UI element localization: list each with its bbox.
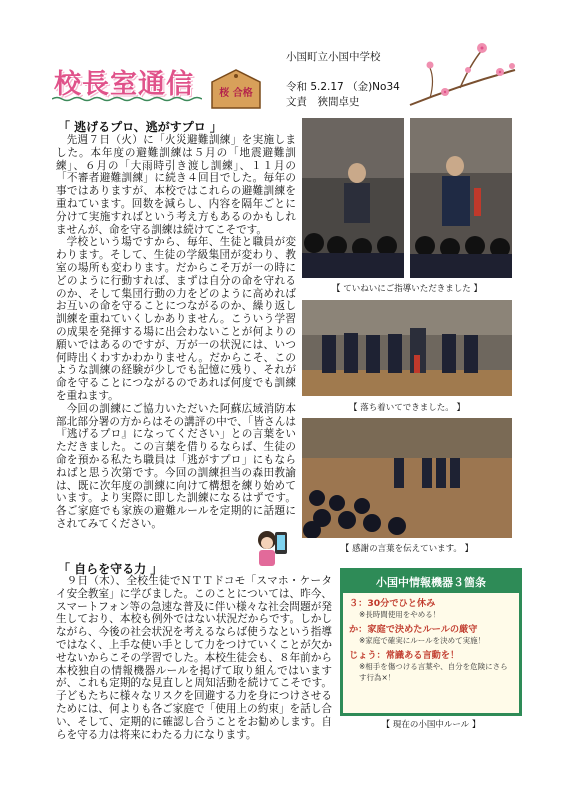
photo-students-lineup: [302, 300, 512, 396]
photo-firefighter-extinguisher: [410, 118, 512, 278]
poster-rule-head: か：家庭で決めたルールの厳守: [349, 624, 478, 635]
section2-body: [56, 575, 332, 741]
section2-paragraph: ９日（木）、全校生徒でＮＴＴドコモ「スマホ・ケータイ安全教室」に学びました。このことについては、昨今、スマートフォン等の急速な普及に伴い様々な社会問題が発生しており、本校も例外ではない状況だからです。しかしながら、今後の社会状況を考えるならば使うなという指導ではなく、上手な使い手として力をつけていくことが欠かせないからこその学習でした。本校生徒会も、８年前から本校独自の情報機器ルールを掲げて取り組んではいますが、これも定期的な見直しと周知活動を続けてこそです。子どもたちに様々なリスクを回避する力を身につけさせるためには、何よりも各ご家庭で「使用上の約束」を話し合い、そして、定期的に確認し合うことをお勧めします。自らを守る力は将来にわたる力になります。: [56, 575, 332, 741]
photo-caption-2: 【 落ち着いてできました。 】: [349, 403, 465, 413]
photo-caption-3: 【 感謝の言葉を伝えています。 】: [340, 544, 474, 554]
poster-rule: [343, 598, 519, 620]
issue-date: 令和 5.2.17 （金)No34: [286, 81, 400, 93]
poster-rule-note: ※家庭で確実にルールを決めて実施！: [359, 636, 486, 645]
poster-rule: [343, 650, 519, 683]
section1-paragraph: 学校という場ですから、毎年、生徒と職員が変わります。そして、生徒の学級集団が変わり、教室の場所も変わります。だからこそ万が一の時にどのように行動すれば、まずは自分の命を守れるのか、そして集団行動の力をどのように高めればお互いの命を守ることにつながるのか、繰り返し訓練を重ねていくしかありません。こういう学習の成果を発揮する場に出会わないことが何よりの願いではあるのですが、万が一の状況には、いつ何時出くわすかわかりません。だからこそ、このような訓練の経験が少しでも記憶に残り、それが命を守ることにつながるのであれば何度でも訓練を重ねます。: [56, 236, 296, 402]
title-wavy-underline: [52, 96, 202, 102]
ema-plaque-icon: [208, 68, 264, 110]
poster-title: 小国中情報機器３箇条: [343, 571, 519, 593]
section1-title: 「 逃げるプロ、逃がすプロ 」: [58, 120, 222, 134]
poster-rule-note: ※長時間使用をやめる！: [359, 610, 441, 619]
newsletter-title: 校長室通信: [54, 69, 194, 100]
photo-instructor-speaking: [302, 118, 404, 278]
poster-rule-note: ※相手を傷つける言葉や、自分を危険にさらす行為×！: [359, 662, 508, 682]
photo-caption-1: 【 ていねいにご指導いただきました 】: [332, 284, 482, 294]
section2-title: 「 自らを守る力 」: [58, 562, 163, 576]
school-name: 小国町立小国中学校: [286, 51, 381, 63]
section1-paragraph: 今回の訓練にご協力いただいた阿蘇広域消防本部北部分署の方からはその講評の中で、「皆さんは『逃げるプロ』になってください」との言葉をいただきました。この言葉を借りるならば、生徒の命を預かる私たち職員は「逃がすプロ」にもならねばと思う次第です。今回の訓練担当の森田教諭は、既に次年度の訓練に向けて構想を練り始めています。より実際に即した訓練になるはずです。各ご家庭でも家族の避難ルールを定期的に話題にされてみてください。: [56, 402, 296, 530]
photo-gym-assembly: [302, 418, 512, 538]
ema-badge-text: 桜 合格: [219, 88, 253, 99]
smartphone-girl-icon: [253, 526, 291, 570]
poster-rule: [343, 624, 519, 646]
section1-body: [56, 134, 296, 531]
device-rules-poster: [340, 568, 522, 716]
section1-paragraph: 先週７日（火）に「火災避難訓練」を実施しました。本年度の避難訓練は５月の「地震避難訓練」、６月の「大雨時引き渡し訓練」、１１月の「不審者避難訓練」に続き４回目でした。毎年の事ではありますが、本校ではこれらの避難訓練を重ねています。回数を減らし、内容を隔年ごとに分けて実施すればという考え方もあるのかもしれませんが、命を守る訓練は続けてこそです。: [56, 134, 296, 236]
poster-caption: 【 現在の小国中ルール 】: [381, 720, 481, 730]
poster-rule-head: じょう：常識ある言動を！: [349, 650, 460, 661]
plum-blossom-illustration: [400, 30, 520, 110]
author-line: 文責 狹間卓史: [286, 96, 360, 108]
poster-rule-head: ３：30分でひと休み: [349, 598, 436, 609]
